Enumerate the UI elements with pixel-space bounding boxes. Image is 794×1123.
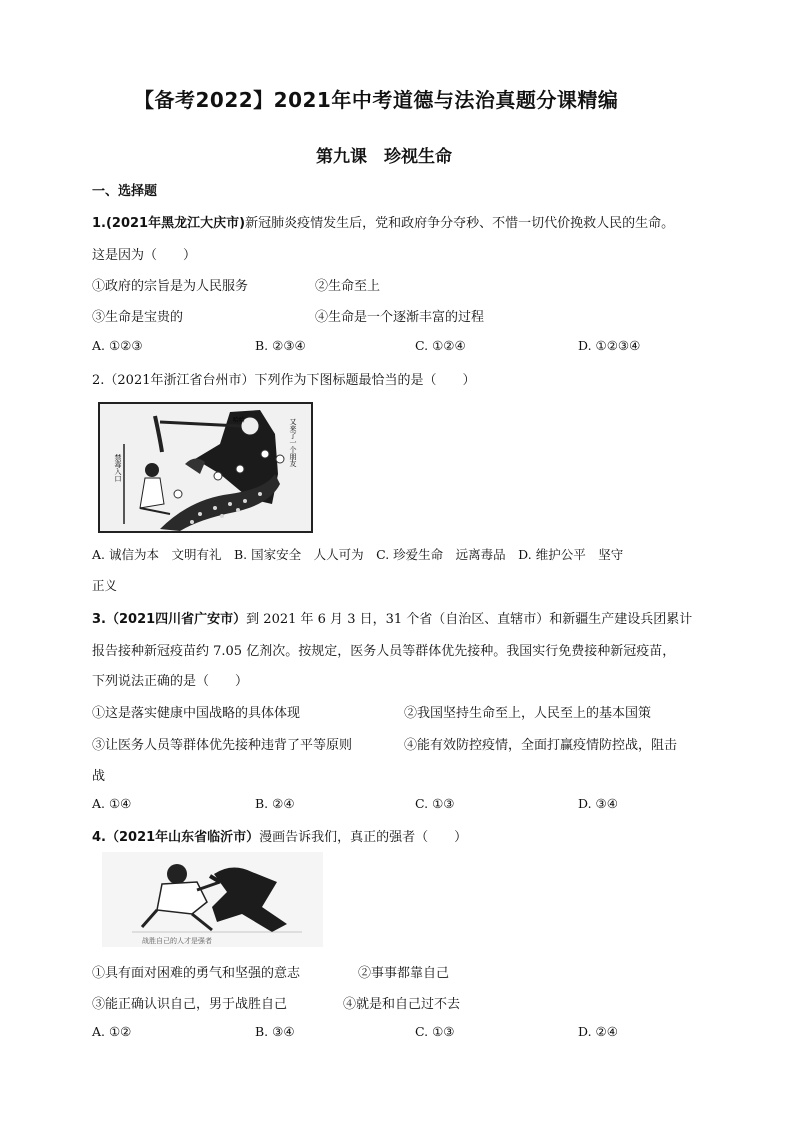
q4-statement-1: ①具有面对困难的勇气和坚强的意志 — [92, 966, 301, 981]
section-label: 一、选择题 — [92, 184, 158, 199]
q3-source: 3.（2021四川省广安市） — [92, 612, 247, 627]
drug-cartoon-image — [98, 402, 313, 533]
q4-stem: 4.（2021年山东省临沂市）漫画告诉我们，真正的强者（ ） — [92, 830, 468, 845]
q1-source: 1.(2021年黑龙江大庆市) — [92, 216, 246, 231]
cartoon-caption: 战胜自己的人才是强者 — [142, 937, 212, 945]
q4-statement-4: ④就是和自己过不去 — [343, 997, 461, 1012]
q3-statement-2: ②我国坚持生命至上，人民至上的基本国策 — [404, 706, 652, 721]
q1-statement-4: ④生命是一个逐渐丰富的过程 — [315, 310, 485, 325]
q4-option-d[interactable]: D. ②④ — [578, 1024, 618, 1039]
q3-stem-line2: 报告接种新冠疫苗约 7.05 亿剂次。按规定，医务人员等群体优先接种。我国实行免费接种新冠疫苗， — [92, 644, 676, 659]
q1-option-a[interactable]: A. ①②③ — [92, 338, 143, 353]
q1-statement-3: ③生命是宝贵的 — [92, 310, 184, 325]
q4-option-a[interactable]: A. ①② — [92, 1024, 132, 1039]
q3-stem-line1: 3.（2021四川省广安市）到 2021 年 6 月 3 日，31 个省（自治区、直辖市）和新疆生产建设兵团累计 — [92, 612, 693, 627]
q4-statement-3: ③能正确认识自己，男于战胜自己 — [92, 997, 288, 1012]
q3-statement-4-cont: 战 — [92, 769, 106, 784]
q1-option-d[interactable]: D. ①②③④ — [578, 338, 641, 353]
q3-statement-3: ③让医务人员等群体优先接种违背了平等原则 — [92, 738, 353, 753]
cartoon-speech-friend: 又来了一个朋友 — [289, 418, 297, 467]
cartoon-speech-laugh: 哈哈 — [233, 417, 246, 424]
q1-option-b[interactable]: B. ②③④ — [255, 338, 306, 353]
q4-option-b[interactable]: B. ③④ — [255, 1024, 295, 1039]
q3-stem-line3: 下列说法正确的是（ ） — [92, 674, 249, 689]
q4-statement-2: ②事事都靠自己 — [358, 966, 450, 981]
q3-option-c[interactable]: C. ①③ — [415, 796, 455, 811]
q1-option-c[interactable]: C. ①②④ — [415, 338, 466, 353]
q1-statement-2: ②生命至上 — [315, 279, 381, 294]
lesson-title: 第九课 珍视生命 — [316, 147, 452, 167]
q1-stem-line1: 1.(2021年黑龙江大庆市)新冠肺炎疫情发生后，党和政府争分夺秒、不惜一切代价挽救人民的生命。 — [92, 216, 675, 231]
q1-statement-1: ①政府的宗旨是为人民服务 — [92, 279, 249, 294]
q3-option-b[interactable]: B. ②④ — [255, 796, 295, 811]
q3-statement-1: ①这是落实健康中国战略的具体体现 — [92, 706, 301, 721]
strong-person-cartoon-image — [102, 852, 323, 947]
q3-option-d[interactable]: D. ③④ — [578, 796, 618, 811]
q3-statement-4: ④能有效防控疫情，全面打赢疫情防控战，阻击 — [404, 738, 678, 753]
document-title: 【备考2022】2021年中考道德与法治真题分课精编 — [134, 88, 619, 112]
q1-stem-line2: 这是因为（ ） — [92, 248, 197, 263]
q4-source: 4.（2021年山东省临沂市） — [92, 830, 260, 845]
q2-stem: 2.（2021年浙江省台州市）下列作为下图标题最恰当的是（ ） — [92, 373, 476, 388]
q2-options-line2: 正义 — [92, 578, 118, 593]
q2-options-line1[interactable]: A. 诚信为本 文明有礼 B. 国家安全 人人可为 C. 珍爱生命 远离毒品 D. 维护公平 坚守 — [92, 547, 624, 562]
q4-option-c[interactable]: C. ①③ — [415, 1024, 455, 1039]
q3-option-a[interactable]: A. ①④ — [92, 796, 132, 811]
cartoon-sign-text: 禁毒入口 — [114, 454, 122, 482]
